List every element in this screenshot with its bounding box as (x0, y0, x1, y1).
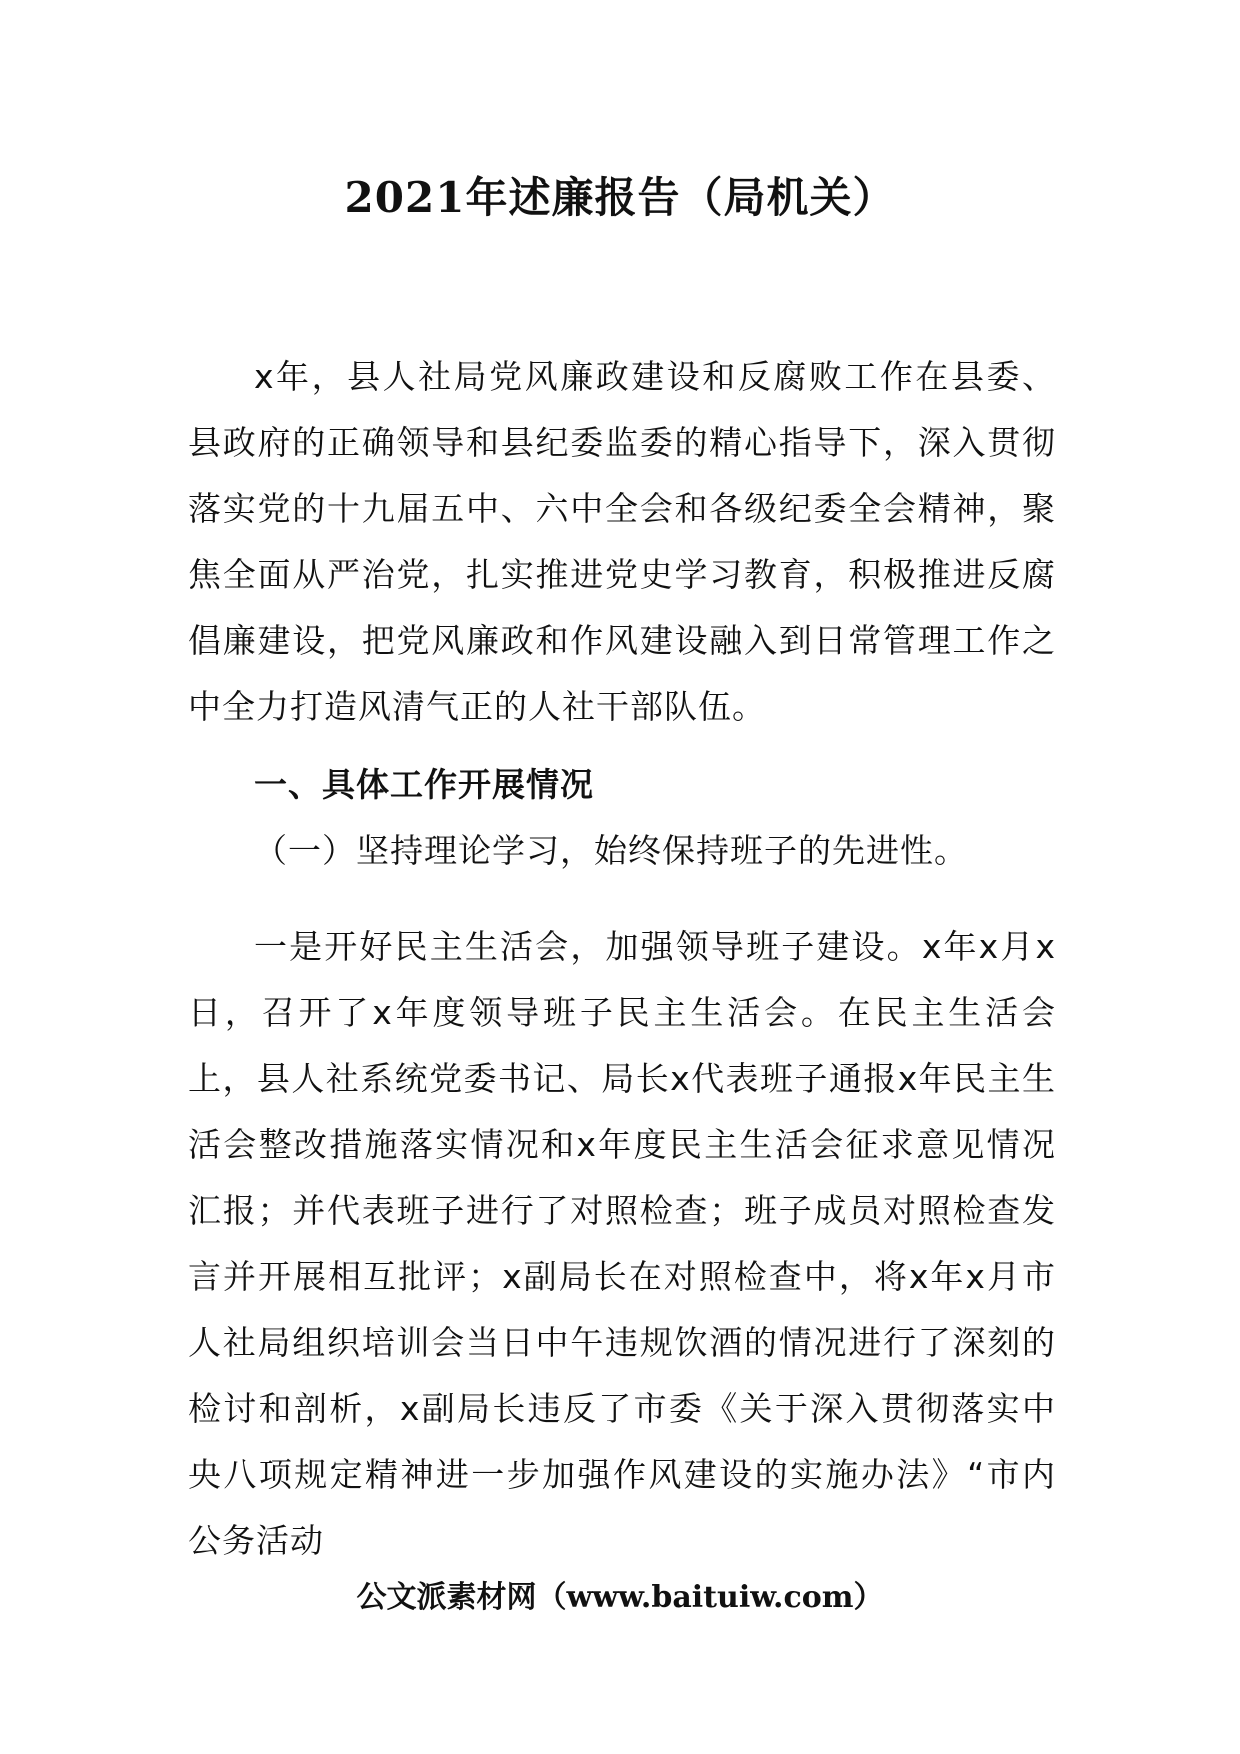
document-title: 2021年述廉报告（局机关） (344, 173, 896, 222)
section-heading: 一、具体工作开展情况 (254, 765, 594, 804)
footer-watermark: 公文派素材网（www.baituiw.com） (356, 1580, 884, 1615)
body-paragraph-democratic-life: 一是开好民主生活会，加强领导班子建设。x年x月x日，召开了x年度领导班子民主生活会。在民主生活会上，县人社系统党委书记、局长x代表班子通报x年民主生活会整改措施落实情况和x年度民主生活会征求意见情况汇报；并代表班子进行了对照检查；班子成员对照检查发言并开展相互批评；x副局长在对照检查中，将x年x月市人社局组织培训会当日中午违规饮酒的情况进行了深刻的检讨和剖析，x副局长违反了市委《关于深入贯彻落实中央八项规定精神进一步加强作风建设的实施办法》“市内公务活动 (188, 927, 1056, 1560)
subsection-heading: （一）坚持理论学习，始终保持班子的先进性。 (254, 831, 968, 870)
body-paragraph-intro: x年，县人社局党风廉政建设和反腐败工作在县委、县政府的正确领导和县纪委监委的精心指导下，深入贯彻落实党的十九届五中、六中全会和各级纪委全会精神，聚焦全面从严治党，扎实推进党史学习教育，积极推进反腐倡廉建设，把党风廉政和作风建设融入到日常管理工作之中全力打造风清气正的人社干部队伍。 (188, 357, 1056, 726)
